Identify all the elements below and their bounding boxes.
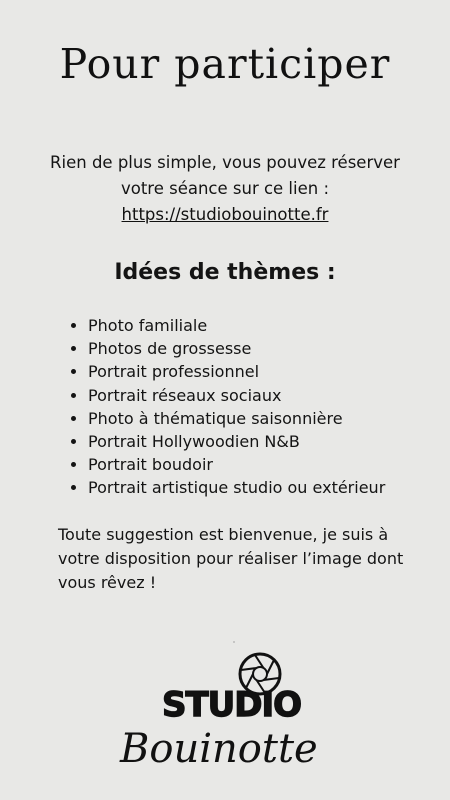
logo-studio-text: STUDIO (162, 685, 302, 725)
theme-item: • Photo à thématique saisonnière (88, 407, 385, 430)
outro-text: Toute suggestion est bienvenue, je suis à votre disposition pour réaliser l’image dont vous rêvez ! (58, 525, 404, 592)
intro-sentence: Rien de plus simple, vous pouvez réserver votre séance sur ce lien : (50, 153, 400, 198)
theme-item: • Photos de grossesse (88, 337, 385, 360)
themes-heading: Idées de thèmes : (114, 260, 336, 285)
themes-list (68, 314, 385, 500)
theme-item: • Portrait Hollywoodien N&B (88, 430, 385, 453)
theme-item: • Portrait boudoir (88, 453, 385, 476)
decorative-dot (233, 641, 235, 643)
logo-name-text: Bouinotte (120, 726, 318, 772)
theme-item: • Portrait réseaux sociaux (88, 384, 385, 407)
intro-text (40, 150, 410, 228)
booking-link[interactable]: https://studiobouinotte.fr (121, 205, 329, 224)
studio-logo (108, 650, 348, 780)
theme-item: • Portrait artistique studio ou extérieur (88, 476, 385, 499)
theme-item: • Portrait professionnel (88, 360, 385, 383)
page-title: Pour participer (59, 40, 391, 88)
theme-item: • Photo familiale (88, 314, 385, 337)
